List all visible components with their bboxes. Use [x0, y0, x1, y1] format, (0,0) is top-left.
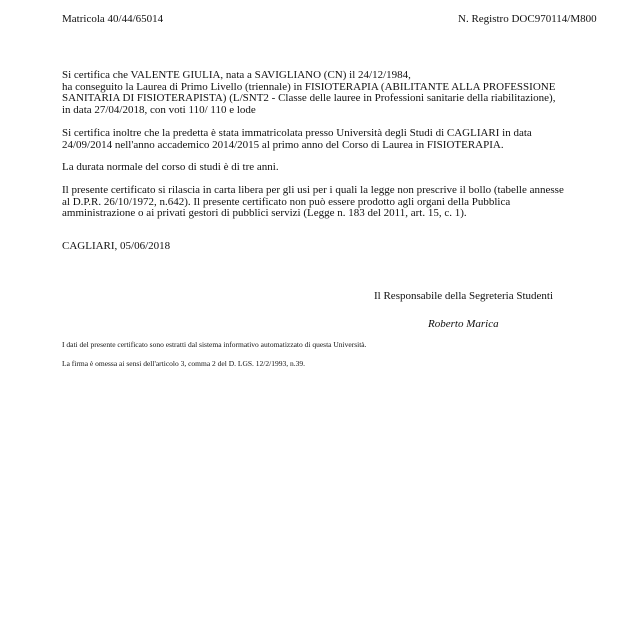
paragraph-line: Il presente certificato si rilascia in carta libera per gli usi per i quali la legge non prescrive il bollo (tabelle annesse [62, 184, 564, 196]
paragraph-line: in data 27/04/2018, con voti 110/ 110 e lode [62, 103, 256, 116]
place-date [62, 241, 582, 253]
data-source-note: I dati del presente certificato sono estratti dal sistema informativo automatizzato di questa Università. [62, 340, 367, 349]
paragraph-line: amministrazione o ai privati gestori di pubblici servizi (Legge n. 183 del 2011, art. 15, c. 1). [62, 207, 467, 219]
enrollment-paragraph [62, 128, 582, 151]
duration-paragraph [62, 162, 582, 174]
degree-paragraph [62, 70, 582, 116]
paragraph-line: 24/09/2014 nell'anno accademico 2014/2015 al primo anno del Corso di Laurea in FISIOTERAPIA. [62, 138, 504, 151]
paragraph-line: ha conseguito la Laurea di Primo Livello (triennale) in FISIOTERAPIA (ABILITANTE ALLA PROFESSIONE [62, 80, 556, 93]
signatory-title: Il Responsabile della Segreteria Studenti [374, 290, 554, 302]
signature-omission-note: La firma è omessa ai sensi dell'articolo 3, comma 2 del D. LGS. 12/2/1993, n.39. [62, 359, 305, 368]
paragraph-line: al D.P.R. 26/10/1972, n.642). Il presente certificato non può essere prodotto agli organi della Pubblica [62, 195, 511, 208]
paragraph-line: Si certifica inoltre che la predetta è stata immatricolata presso Università degli Studi di CAGLIARI in data [62, 127, 532, 139]
registry-number: N. Registro DOC970114/M800 [458, 13, 597, 25]
matricola-number: Matricola 40/44/65014 [62, 13, 164, 25]
paragraph-line: La durata normale del corso di studi è di tre anni. [62, 161, 279, 173]
paragraph-line: Si certifica che VALENTE GIULIA, nata a SAVIGLIANO (CN) il 24/12/1984, [62, 69, 411, 81]
place-date-text: CAGLIARI, 05/06/2018 [62, 240, 171, 252]
signatory-name: Roberto Marica [428, 318, 499, 330]
legal-paragraph [62, 185, 582, 220]
paragraph-line: SANITARIA DI FISIOTERAPISTA) (L/SNT2 - Classe delle lauree in Professioni sanitarie della riabilitazione), [62, 92, 556, 104]
